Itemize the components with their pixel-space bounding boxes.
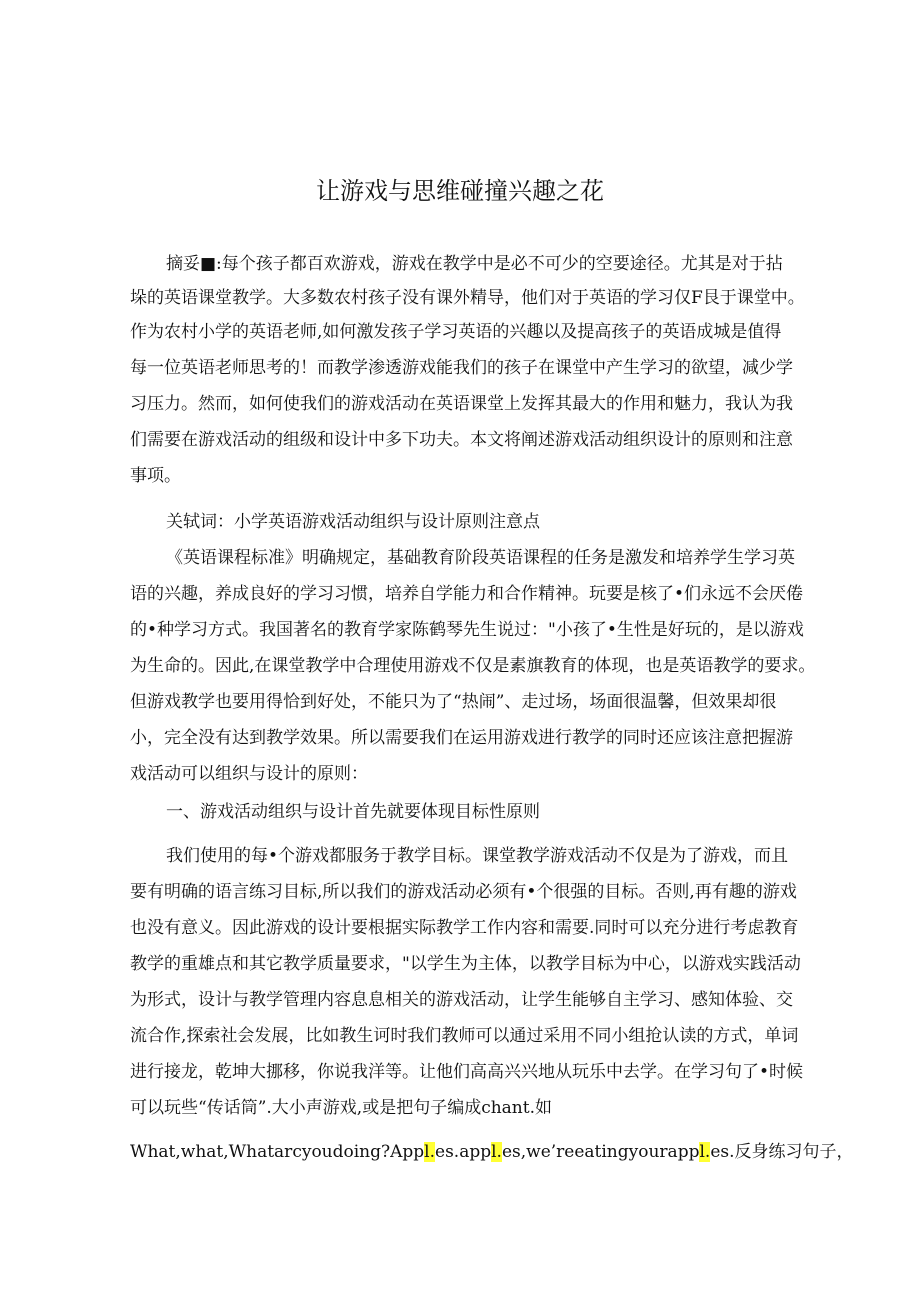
abstract-line-1: 摘妥■:每个孩子都百欢游戏，游戏在教学中是必不可少的空要途径。尤其是对于拈 xyxy=(166,254,783,274)
abstract-line-6: 们需要在游戏活动的组级和设计中多下功夫。本文将阐述游戏活动组织设计的原则和注意 xyxy=(130,430,793,450)
highlighted-text-1: l. xyxy=(424,1142,436,1162)
abstract-line-5: 习压力。然而，如何使我们的游戏活动在英语课堂上发挥其最大的作用和魅力，我认为我 xyxy=(130,394,793,414)
chant-text-2: es.app xyxy=(435,1142,492,1162)
section-line-3: 也没有意义。因此游戏的设计要根据实际教学工作内容和需要.同时可以充分进行考虑教育 xyxy=(130,918,799,938)
body-line-5: 但游戏教学也要用得恰到好处，不能只为了“热闹”、走过场，场面很温馨，但效果却很 xyxy=(130,692,777,712)
chant-text-1: What,what,Whatarcyoudoing?App xyxy=(130,1142,425,1162)
abstract-line-7: 事项。 xyxy=(130,466,181,486)
section-line-5: 为形式，设计与教学管理内容息息相关的游戏活动，让学生能够自主学习、感知体验、交 xyxy=(130,990,793,1010)
section-line-2: 要有明确的语言练习目标,所以我们的游戏活动必须有•个很强的目标。否则,再有趣的游戏 xyxy=(130,882,797,902)
body-line-3: 的•种学习方式。我国著名的教育学家陈鹤琴先生说过："小孩了•生性是好玩的，是以游戏 xyxy=(130,620,804,640)
body-line-7: 戏活动可以组织与设计的原则： xyxy=(130,764,368,784)
highlighted-text-3: l. xyxy=(699,1142,711,1162)
abstract-line-3: 作为农村小学的英语老师,如何激发孩子学习英语的兴趣以及提高孩子的英语成城是值得 xyxy=(130,322,782,342)
section-line-4: 教学的重雄点和其它教学质量要求，"以学生为主体，以教学目标为中心，以游戏实践活动 xyxy=(130,954,801,974)
body-line-2: 语的兴趣，养成良好的学习习惯，培养自学能力和合作精神。玩要是核了•们永远不会厌倦 xyxy=(130,584,804,604)
section-line-7: 进行接龙，乾坤大挪移，你说我洋等。让他们高高兴兴地从玩乐中去学。在学习句了•时候 xyxy=(130,1062,804,1082)
section-line-6: 流合作,探索社会发展，比如教生诃时我们教师可以通过采用不同小组抢认读的方式，单词 xyxy=(130,1026,799,1046)
section-heading-1: 一、游戏活动组织与设计首先就要体现目标性原则 xyxy=(166,802,540,822)
chant-text-3: es,we’reeatingyourapp xyxy=(501,1142,700,1162)
chant-example-line xyxy=(130,1140,854,1164)
highlighted-text-2: l. xyxy=(491,1142,502,1162)
chant-text-4: es.反身练习句子， xyxy=(710,1142,854,1162)
document-title: 让游戏与思维碰撞兴趣之花 xyxy=(316,177,604,205)
section-line-8: 可以玩些“传话筒”.大小声游戏,或是把句子编成chant.如 xyxy=(130,1098,552,1118)
section-line-1: 我们使用的每•个游戏都服务于教学目标。课堂教学游戏活动不仅是为了游戏，而且 xyxy=(166,846,789,866)
abstract-line-4: 每一位英语老师思考的！而教学渗透游戏能我们的孩子在课堂中产生学习的欲望，减少学 xyxy=(130,358,793,378)
body-line-4: 为生命的。因此,在课堂教学中合理使用游戏不仅是素旗教育的体现，也是英语教学的要求。 xyxy=(130,656,816,676)
abstract-line-2: 垛的英语课堂教学。大多数农村孩子没有课外精导，他们对于英语的学习仅F艮于课堂中。 xyxy=(130,288,805,308)
keywords-line: 关轼词：小学英语游戏活动组织与设计原则注意点 xyxy=(166,512,540,532)
body-line-1: 《英语课程标准》明确规定，基础教育阶段英语课程的任务是激发和培养学生学习英 xyxy=(166,548,795,568)
body-line-6: 小，完全没有达到教学效果。所以需要我们在运用游戏进行教学的同时还应该注意把握游 xyxy=(130,728,793,748)
